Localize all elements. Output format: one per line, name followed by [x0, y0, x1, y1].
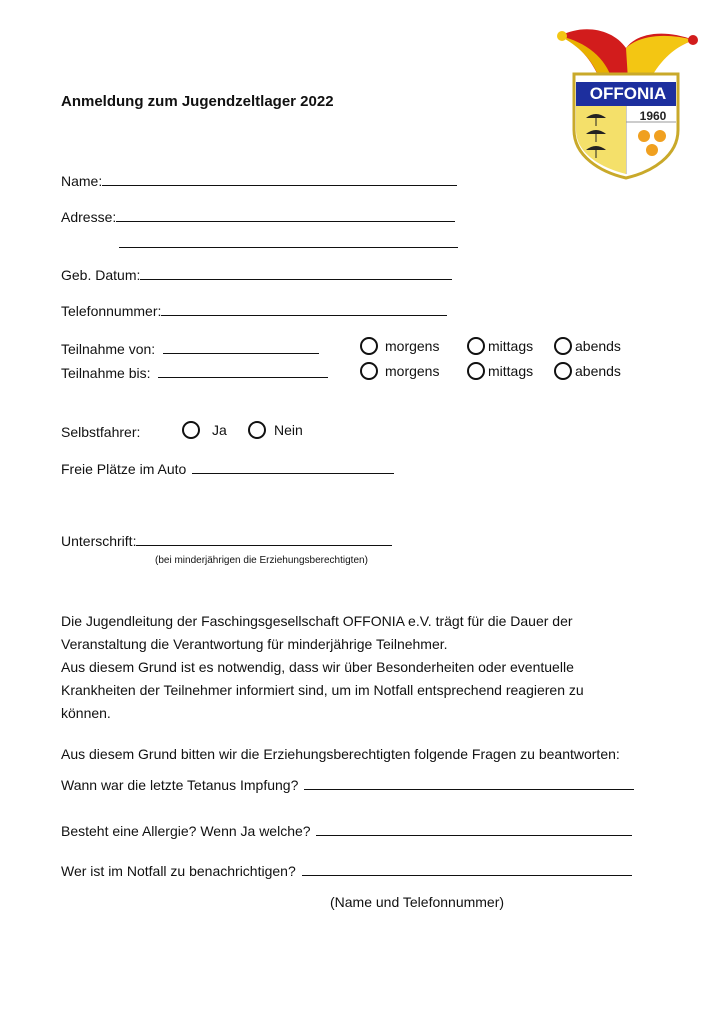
adresse-field-2[interactable] — [119, 234, 458, 248]
paragraph-line: Die Jugendleitung der Faschingsgesellschaft OFFONIA e.V. trägt für die Dauer der — [61, 613, 573, 629]
geb-datum-row — [61, 266, 452, 283]
paragraph-line: Aus diesem Grund ist es notwendig, dass wir über Besonderheiten oder eventuelle — [61, 659, 574, 675]
paragraph-line: Krankheiten der Teilnehmer informiert sind, um im Notfall entsprechend reagieren zu — [61, 682, 584, 698]
name-field[interactable] — [102, 172, 457, 186]
freie-plaetze-row — [61, 460, 394, 477]
request-paragraph: Aus diesem Grund bitten wir die Erziehungsberechtigten folgende Fragen zu beantworten: — [61, 746, 620, 762]
unterschrift-label: Unterschrift: — [61, 533, 137, 549]
notfall-label: Wer ist im Notfall zu benachrichtigen? — [61, 863, 296, 879]
option-label: abends — [575, 363, 621, 379]
adresse-label: Adresse: — [61, 209, 117, 225]
info-paragraph — [61, 610, 681, 725]
radio-icon[interactable] — [554, 362, 572, 380]
selbstfahrer-option-ja[interactable] — [182, 422, 227, 440]
adresse-field[interactable] — [116, 208, 455, 222]
teilnahme-bis-row — [61, 364, 328, 381]
von-option-morgens[interactable] — [360, 338, 439, 356]
unterschrift-row — [61, 532, 392, 549]
teilnahme-von-row — [61, 340, 319, 357]
freie-plaetze-label: Freie Plätze im Auto — [61, 461, 187, 477]
radio-icon[interactable] — [360, 337, 378, 355]
selbstfahrer-label: Selbstfahrer: — [61, 424, 141, 440]
unterschrift-field[interactable] — [136, 532, 392, 546]
offonia-logo — [552, 22, 700, 182]
name-row — [61, 172, 457, 189]
tetanus-field[interactable] — [304, 776, 634, 790]
adresse-row — [61, 208, 455, 225]
notfall-row — [61, 862, 632, 879]
name-label: Name: — [61, 173, 103, 189]
notfall-field[interactable] — [302, 862, 632, 876]
radio-icon[interactable] — [248, 421, 266, 439]
telefon-row — [61, 302, 447, 319]
allergie-row — [61, 822, 632, 839]
option-label: abends — [575, 338, 621, 354]
option-label: morgens — [385, 338, 440, 354]
option-label: Ja — [212, 422, 227, 438]
option-label: Nein — [274, 422, 303, 438]
geb-datum-field[interactable] — [140, 266, 452, 280]
telefon-field[interactable] — [161, 302, 447, 316]
option-label: mittags — [488, 338, 534, 354]
radio-icon[interactable] — [467, 337, 485, 355]
radio-icon[interactable] — [182, 421, 200, 439]
option-label: morgens — [385, 363, 440, 379]
paragraph-line: können. — [61, 705, 111, 721]
teilnahme-von-label: Teilnahme von: — [61, 341, 156, 357]
option-label: mittags — [488, 363, 534, 379]
notfall-note: (Name und Telefonnummer) — [330, 894, 505, 910]
selbstfahrer-option-nein[interactable] — [248, 422, 303, 440]
bis-option-abends[interactable] — [554, 363, 621, 381]
teilnahme-bis-label: Teilnahme bis: — [61, 365, 151, 381]
logo-year: 1960 — [639, 109, 667, 123]
tetanus-row — [61, 776, 634, 793]
telefon-label: Telefonnummer: — [61, 303, 162, 319]
paragraph-line: Veranstaltung die Verantwortung für minderjährige Teilnehmer. — [61, 636, 448, 652]
bis-option-morgens[interactable] — [360, 363, 439, 381]
adresse-row-2 — [119, 234, 458, 251]
bis-option-mittags[interactable] — [467, 363, 533, 381]
logo-name: OFFONIA — [589, 84, 667, 103]
radio-icon[interactable] — [554, 337, 572, 355]
teilnahme-von-field[interactable] — [163, 340, 319, 354]
freie-plaetze-field[interactable] — [192, 460, 394, 474]
geb-datum-label: Geb. Datum: — [61, 267, 141, 283]
unterschrift-note: (bei minderjährigen die Erziehungsberechtigten) — [155, 555, 368, 566]
tetanus-label: Wann war die letzte Tetanus Impfung? — [61, 777, 299, 793]
von-option-abends[interactable] — [554, 338, 621, 356]
page-title: Anmeldung zum Jugendzeltlager 2022 — [61, 93, 334, 110]
radio-icon[interactable] — [360, 362, 378, 380]
allergie-field[interactable] — [316, 822, 632, 836]
allergie-label: Besteht eine Allergie? Wenn Ja welche? — [61, 823, 311, 839]
radio-icon[interactable] — [467, 362, 485, 380]
teilnahme-bis-field[interactable] — [158, 364, 328, 378]
von-option-mittags[interactable] — [467, 338, 533, 356]
